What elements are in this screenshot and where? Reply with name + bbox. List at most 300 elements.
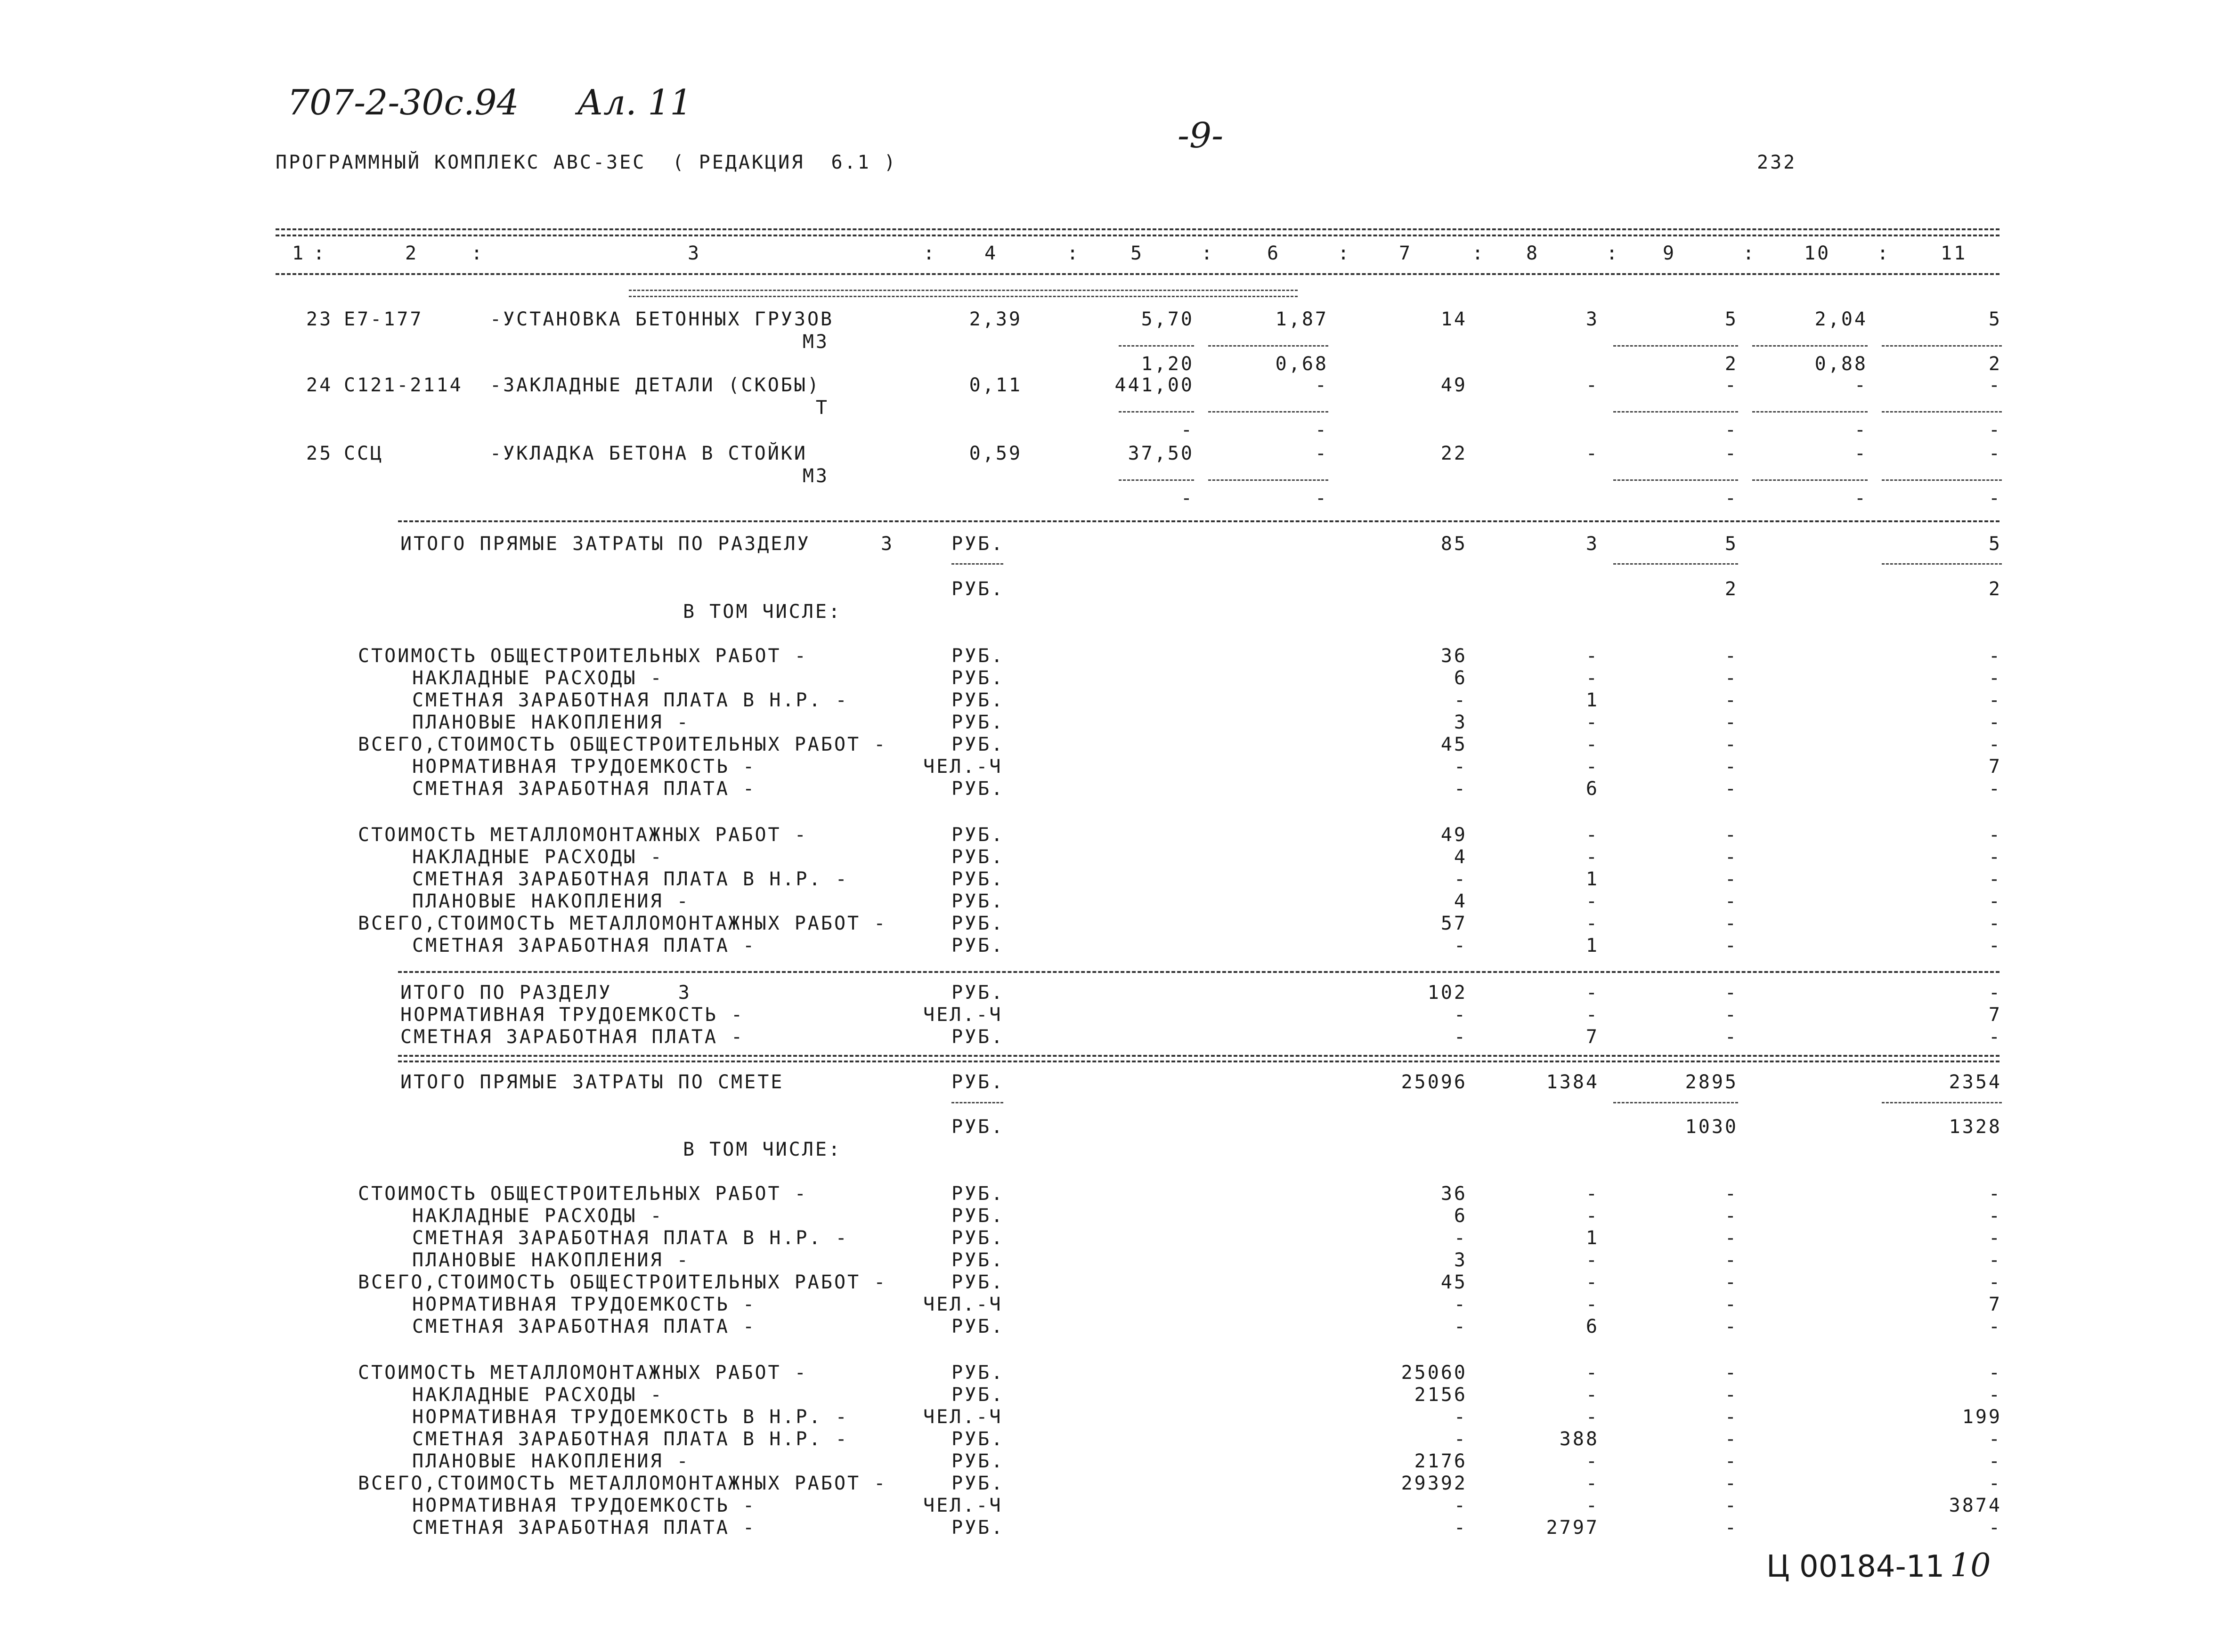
unit: РУБ.: [951, 935, 1005, 956]
unit: РУБ.: [951, 1227, 1005, 1249]
document-stamp: Ц 00184-11: [1766, 1549, 1945, 1584]
cost-line-label: СМЕТНАЯ ЗАРАБОТНАЯ ПЛАТА В Н.Р. -: [412, 1227, 849, 1249]
cost-line-label: НАКЛАДНЫЕ РАСХОДЫ -: [412, 1205, 664, 1227]
sheet-number: 10: [1950, 1547, 1991, 1584]
item-c10: -: [1854, 443, 1868, 464]
value-c8: -: [1585, 1406, 1599, 1428]
column-separator: :: [1472, 243, 1486, 264]
item-c5: 37,50: [1128, 443, 1194, 464]
value-c7: -: [1454, 1294, 1467, 1315]
value-c11: -: [1988, 689, 2002, 711]
value-c9: -: [1724, 1450, 1738, 1472]
value-c7: 4: [1454, 846, 1467, 868]
value-c8: -: [1585, 1271, 1599, 1293]
value-c8: -: [1585, 1495, 1599, 1516]
section-sum-label: НОРМАТИВНАЯ ТРУДОЕМКОСТЬ -: [400, 1004, 745, 1026]
cost-line-label: СМЕТНАЯ ЗАРАБОТНАЯ ПЛАТА -: [412, 1517, 756, 1539]
cost-line-label: ПЛАНОВЫЕ НАКОПЛЕНИЯ -: [412, 712, 690, 733]
unit: РУБ.: [951, 824, 1005, 846]
value-c8: 388: [1559, 1428, 1599, 1450]
item-c10b: -: [1854, 419, 1868, 441]
value-c8: -: [1585, 982, 1599, 1004]
cost-line-label: СТОИМОСТЬ МЕТАЛЛОМОНТАЖНЫХ РАБОТ -: [358, 1362, 808, 1384]
item-c9b: 2: [1724, 353, 1738, 375]
value-c8: 1: [1585, 935, 1599, 956]
item-code: С121-2114: [344, 374, 463, 396]
value-c8: -: [1585, 1294, 1599, 1315]
item-c11: 5: [1988, 308, 2002, 330]
cost-line-label: СТОИМОСТЬ ОБЩЕСТРОИТЕЛЬНЫХ РАБОТ -: [358, 645, 808, 667]
item-c4: 2,39: [969, 308, 1022, 330]
doc-code: 707-2-30с.94: [287, 82, 519, 123]
value-c9: -: [1724, 1473, 1738, 1494]
value-c8: -: [1585, 824, 1599, 846]
value-c8: 2797: [1546, 1517, 1599, 1539]
cost-line-label: ВСЕГО,СТОИМОСТЬ ОБЩЕСТРОИТЕЛЬНЫХ РАБОТ -: [358, 1271, 887, 1293]
item-c7: 14: [1440, 308, 1467, 330]
value-c7: -: [1454, 1026, 1467, 1048]
unit: РУБ.: [951, 868, 1005, 890]
item-code: Е7-177: [344, 308, 423, 330]
rule: [1613, 1102, 1738, 1103]
value-c7: -: [1454, 1406, 1467, 1428]
column-separator: :: [923, 243, 937, 264]
value-c11: -: [1988, 712, 2002, 733]
section-number: 3: [881, 533, 894, 555]
value-c7: 25060: [1401, 1362, 1467, 1384]
rule: [1208, 479, 1328, 481]
value-c8: -: [1585, 1362, 1599, 1384]
item-c6: -: [1315, 374, 1328, 396]
item-unit: М3: [802, 465, 829, 487]
unit: ЧЕЛ.-Ч: [923, 756, 1003, 777]
cost-line-label: ПЛАНОВЫЕ НАКОПЛЕНИЯ -: [412, 891, 690, 912]
cost-line-label: СТОИМОСТЬ ОБЩЕСТРОИТЕЛЬНЫХ РАБОТ -: [358, 1183, 808, 1205]
unit: РУБ.: [951, 1517, 1005, 1539]
column-header-11: 11: [1941, 243, 1967, 264]
value-c11: -: [1988, 891, 2002, 912]
value-c11: -: [1988, 1384, 2002, 1406]
item-c5b: -: [1180, 487, 1194, 509]
value-c11: -: [1988, 1026, 2002, 1048]
value-c11: 7: [1988, 1004, 2002, 1026]
value-c11: -: [1988, 1473, 2002, 1494]
value-c7: 6: [1454, 667, 1467, 689]
cost-line-label: ПЛАНОВЫЕ НАКОПЛЕНИЯ -: [412, 1249, 690, 1271]
value-c11: -: [1988, 1271, 2002, 1293]
cost-line-label: СМЕТНАЯ ЗАРАБОТНАЯ ПЛАТА В Н.Р. -: [412, 1428, 849, 1450]
cost-line-label: НОРМАТИВНАЯ ТРУДОЕМКОСТЬ -: [412, 756, 756, 777]
unit: ЧЕЛ.-Ч: [923, 1495, 1003, 1516]
value-c9: -: [1724, 891, 1738, 912]
sheet-mark: Ал. 11: [577, 82, 692, 123]
value-c11: -: [1988, 1362, 2002, 1384]
item-name: -ЗАКЛАДНЫЕ ДЕТАЛИ (СКОБЫ): [490, 374, 821, 396]
value-c8: -: [1585, 913, 1599, 934]
cost-line-label: СМЕТНАЯ ЗАРАБОТНАЯ ПЛАТА -: [412, 778, 756, 800]
value-c7: 45: [1440, 734, 1467, 755]
value-c9: -: [1724, 645, 1738, 667]
unit: РУБ.: [951, 1384, 1005, 1406]
unit: РУБ.: [951, 1205, 1005, 1227]
value-c9: -: [1724, 1406, 1738, 1428]
column-separator: :: [1338, 243, 1351, 264]
value-c9: -: [1724, 689, 1738, 711]
rule: [1208, 411, 1328, 413]
cost-line-label: ПЛАНОВЫЕ НАКОПЛЕНИЯ -: [412, 1450, 690, 1472]
value-c11: -: [1988, 846, 2002, 868]
column-separator: :: [471, 243, 485, 264]
column-header-7: 7: [1399, 243, 1413, 264]
rule: [951, 1102, 1003, 1103]
item-c11b: -: [1988, 487, 2002, 509]
item-number: 25: [306, 443, 333, 464]
value-c7: 36: [1440, 645, 1467, 667]
value-c9: -: [1724, 1249, 1738, 1271]
value-c7: -: [1454, 1004, 1467, 1026]
rule: [629, 290, 1298, 297]
item-c5b: -: [1180, 419, 1194, 441]
item-unit: Т: [815, 397, 829, 419]
value-c8: -: [1585, 1183, 1599, 1205]
item-unit: М3: [802, 331, 829, 353]
rule: [276, 235, 1999, 236]
rule: [1752, 411, 1868, 413]
rule: [398, 1061, 1999, 1062]
value-c7: -: [1454, 778, 1467, 800]
value-c7: 57: [1440, 913, 1467, 934]
column-header-10: 10: [1804, 243, 1831, 264]
value-c7: 29392: [1401, 1473, 1467, 1494]
item-c9b: -: [1724, 419, 1738, 441]
rule: [1119, 345, 1194, 347]
value-c8: -: [1585, 1473, 1599, 1494]
cost-line-label: ВСЕГО,СТОИМОСТЬ ОБЩЕСТРОИТЕЛЬНЫХ РАБОТ -: [358, 734, 887, 755]
column-separator: :: [1606, 243, 1620, 264]
value-c11: -: [1988, 824, 2002, 846]
item-c6b: 0,68: [1275, 353, 1328, 375]
unit: РУБ.: [951, 1071, 1005, 1093]
item-c4: 0,11: [969, 374, 1022, 396]
value-c9: 5: [1724, 533, 1738, 555]
value-c8: -: [1585, 734, 1599, 755]
value-c7: -: [1454, 935, 1467, 956]
section-sum-label: СМЕТНАЯ ЗАРАБОТНАЯ ПЛАТА -: [400, 1026, 745, 1048]
value-c7: -: [1454, 1227, 1467, 1249]
column-header-6: 6: [1267, 243, 1281, 264]
value-c11: 2: [1988, 578, 2002, 600]
value-c8: -: [1585, 1450, 1599, 1472]
section-total-label: ИТОГО ПРЯМЫЕ ЗАТРАТЫ ПО РАЗДЕЛУ: [400, 533, 811, 555]
value-c7: 102: [1427, 982, 1467, 1004]
cost-line-label: СМЕТНАЯ ЗАРАБОТНАЯ ПЛАТА В Н.Р. -: [412, 689, 849, 711]
unit: РУБ.: [951, 1362, 1005, 1384]
cost-line-label: СМЕТНАЯ ЗАРАБОТНАЯ ПЛАТА В Н.Р. -: [412, 868, 849, 890]
unit: РУБ.: [951, 578, 1005, 600]
value-c11: -: [1988, 667, 2002, 689]
rule: [398, 1055, 1999, 1057]
value-c11: -: [1988, 1450, 2002, 1472]
column-header-1: 1: [292, 243, 306, 264]
unit: РУБ.: [951, 689, 1005, 711]
item-c9: -: [1724, 374, 1738, 396]
rule: [951, 563, 1003, 565]
unit: РУБ.: [951, 1116, 1005, 1138]
value-c8: -: [1585, 667, 1599, 689]
value-c11: 3874: [1949, 1495, 2002, 1516]
value-c9: -: [1724, 1316, 1738, 1337]
value-c9: -: [1724, 1428, 1738, 1450]
item-c11b: 2: [1988, 353, 2002, 375]
column-separator: :: [1067, 243, 1081, 264]
value-c9: -: [1724, 734, 1738, 755]
item-c9b: -: [1724, 487, 1738, 509]
value-c8: 1: [1585, 868, 1599, 890]
value-c11: 7: [1988, 756, 2002, 777]
value-c9: -: [1724, 868, 1738, 890]
unit: РУБ.: [951, 1428, 1005, 1450]
value-c9: -: [1724, 1227, 1738, 1249]
value-c8: -: [1585, 756, 1599, 777]
rule: [1882, 411, 2002, 413]
column-separator: :: [1743, 243, 1756, 264]
rule: [1882, 479, 2002, 481]
page-number: 232: [1757, 152, 1797, 173]
unit: ЧЕЛ.-Ч: [923, 1294, 1003, 1315]
value-c8: -: [1585, 712, 1599, 733]
cost-line-label: НОРМАТИВНАЯ ТРУДОЕМКОСТЬ В Н.Р. -: [412, 1406, 849, 1428]
cost-line-label: СМЕТНАЯ ЗАРАБОТНАЯ ПЛАТА -: [412, 935, 756, 956]
program-title: ПРОГРАММНЫЙ КОМПЛЕКС АВС-ЗЕС ( РЕДАКЦИЯ 6.1 ): [276, 152, 897, 173]
cost-line-label: ВСЕГО,СТОИМОСТЬ МЕТАЛЛОМОНТАЖНЫХ РАБОТ -: [358, 1473, 887, 1494]
item-code: ССЦ: [344, 443, 384, 464]
item-c7: 22: [1440, 443, 1467, 464]
value-c8: -: [1585, 1004, 1599, 1026]
value-c7: -: [1454, 1517, 1467, 1539]
unit: РУБ.: [951, 778, 1005, 800]
value-c9: 1030: [1685, 1116, 1738, 1138]
unit: РУБ.: [951, 734, 1005, 755]
item-name: -УСТАНОВКА БЕТОННЫХ ГРУЗОВ: [490, 308, 834, 330]
rule: [1119, 411, 1194, 413]
item-number: 23: [306, 308, 333, 330]
unit: ЧЕЛ.-Ч: [923, 1004, 1003, 1026]
value-c9: -: [1724, 1495, 1738, 1516]
item-c9: -: [1724, 443, 1738, 464]
column-separator: :: [313, 243, 327, 264]
column-header-3: 3: [688, 243, 701, 264]
value-c8: -: [1585, 1384, 1599, 1406]
estimate-total-label: ИТОГО ПРЯМЫЕ ЗАТРАТЫ ПО СМЕТЕ: [400, 1071, 784, 1093]
rule: [276, 228, 1999, 230]
item-c4: 0,59: [969, 443, 1022, 464]
value-c8: 6: [1585, 1316, 1599, 1337]
item-c10b: -: [1854, 487, 1868, 509]
rule: [1613, 345, 1738, 347]
value-c9: -: [1724, 1271, 1738, 1293]
value-c7: 45: [1440, 1271, 1467, 1293]
rule: [1613, 563, 1738, 565]
rule: [1119, 479, 1194, 481]
value-c11: -: [1988, 1428, 2002, 1450]
item-c10: 2,04: [1814, 308, 1868, 330]
value-c8: 1: [1585, 1227, 1599, 1249]
column-separator: :: [1201, 243, 1215, 264]
value-c7: 2176: [1414, 1450, 1467, 1472]
value-c11: 5: [1988, 533, 2002, 555]
cost-line-label: НАКЛАДНЫЕ РАСХОДЫ -: [412, 1384, 664, 1406]
unit: РУБ.: [951, 1026, 1005, 1048]
item-c5: 5,70: [1141, 308, 1194, 330]
column-separator: :: [1877, 243, 1891, 264]
value-c8: -: [1585, 1249, 1599, 1271]
value-c8: 6: [1585, 778, 1599, 800]
unit: РУБ.: [951, 913, 1005, 934]
unit: РУБ.: [951, 1316, 1005, 1337]
value-c9: -: [1724, 1004, 1738, 1026]
unit: РУБ.: [951, 533, 1005, 555]
cost-line-label: ВСЕГО,СТОИМОСТЬ МЕТАЛЛОМОНТАЖНЫХ РАБОТ -: [358, 913, 887, 934]
rule: [1613, 411, 1738, 413]
value-c7: 49: [1440, 824, 1467, 846]
value-c9: -: [1724, 756, 1738, 777]
value-c7: 25096: [1401, 1071, 1467, 1093]
value-c7: 3: [1454, 1249, 1467, 1271]
rule: [1208, 345, 1328, 347]
value-c9: -: [1724, 1384, 1738, 1406]
value-c8: 3: [1585, 533, 1599, 555]
column-header-4: 4: [984, 243, 998, 264]
unit: РУБ.: [951, 667, 1005, 689]
value-c9: -: [1724, 667, 1738, 689]
unit: ЧЕЛ.-Ч: [923, 1406, 1003, 1428]
value-c8: -: [1585, 645, 1599, 667]
value-c9: -: [1724, 1183, 1738, 1205]
column-header-9: 9: [1663, 243, 1676, 264]
value-c11: 199: [1962, 1406, 2002, 1428]
unit: РУБ.: [951, 645, 1005, 667]
page-mark: -9-: [1178, 115, 1224, 156]
value-c11: -: [1988, 1227, 2002, 1249]
item-c8: -: [1585, 443, 1599, 464]
unit: РУБ.: [951, 1473, 1005, 1494]
value-c8: -: [1585, 846, 1599, 868]
value-c9: -: [1724, 824, 1738, 846]
value-c8: -: [1585, 1205, 1599, 1227]
included-heading: В ТОМ ЧИСЛЕ:: [683, 1139, 842, 1160]
unit: РУБ.: [951, 982, 1005, 1004]
value-c8: -: [1585, 891, 1599, 912]
value-c9: -: [1724, 1294, 1738, 1315]
item-c11: -: [1988, 443, 2002, 464]
rule: [398, 520, 1999, 522]
rule: [1882, 563, 2002, 565]
value-c7: 4: [1454, 891, 1467, 912]
item-c6b: -: [1315, 487, 1328, 509]
rule: [1613, 479, 1738, 481]
value-c11: 2354: [1949, 1071, 2002, 1093]
value-c9: -: [1724, 778, 1738, 800]
rule: [1882, 1102, 2002, 1103]
value-c7: -: [1454, 1428, 1467, 1450]
item-c11b: -: [1988, 419, 2002, 441]
item-c9: 5: [1724, 308, 1738, 330]
value-c9: -: [1724, 1517, 1738, 1539]
value-c11: -: [1988, 1183, 2002, 1205]
value-c11: -: [1988, 1316, 2002, 1337]
value-c7: -: [1454, 868, 1467, 890]
cost-line-label: НОРМАТИВНАЯ ТРУДОЕМКОСТЬ -: [412, 1294, 756, 1315]
item-c6: 1,87: [1275, 308, 1328, 330]
value-c9: 2895: [1685, 1071, 1738, 1093]
value-c8: 1384: [1546, 1071, 1599, 1093]
rule: [1752, 479, 1868, 481]
item-c8: -: [1585, 374, 1599, 396]
value-c9: -: [1724, 846, 1738, 868]
unit: РУБ.: [951, 1450, 1005, 1472]
value-c7: 3: [1454, 712, 1467, 733]
unit: РУБ.: [951, 846, 1005, 868]
item-c10b: 0,88: [1814, 353, 1868, 375]
item-c8: 3: [1585, 308, 1599, 330]
value-c7: 36: [1440, 1183, 1467, 1205]
value-c7: 85: [1440, 533, 1467, 555]
value-c7: -: [1454, 1316, 1467, 1337]
rule: [1752, 345, 1868, 347]
value-c11: -: [1988, 1249, 2002, 1271]
cost-line-label: СТОИМОСТЬ МЕТАЛЛОМОНТАЖНЫХ РАБОТ -: [358, 824, 808, 846]
value-c7: 2156: [1414, 1384, 1467, 1406]
value-c11: -: [1988, 645, 2002, 667]
item-number: 24: [306, 374, 333, 396]
value-c11: -: [1988, 868, 2002, 890]
unit: РУБ.: [951, 1271, 1005, 1293]
value-c7: -: [1454, 1495, 1467, 1516]
rule: [1882, 345, 2002, 347]
value-c7: -: [1454, 689, 1467, 711]
value-c11: -: [1988, 1517, 2002, 1539]
value-c11: -: [1988, 778, 2002, 800]
value-c11: -: [1988, 1205, 2002, 1227]
item-c10: -: [1854, 374, 1868, 396]
unit: РУБ.: [951, 891, 1005, 912]
value-c9: -: [1724, 982, 1738, 1004]
column-header-2: 2: [405, 243, 419, 264]
item-c5b: 1,20: [1141, 353, 1194, 375]
cost-line-label: НАКЛАДНЫЕ РАСХОДЫ -: [412, 667, 664, 689]
value-c11: -: [1988, 913, 2002, 934]
included-heading: В ТОМ ЧИСЛЕ:: [683, 601, 842, 623]
value-c7: 6: [1454, 1205, 1467, 1227]
section-sum-label: ИТОГО ПО РАЗДЕЛУ 3: [400, 982, 691, 1004]
rule: [398, 971, 1999, 973]
unit: РУБ.: [951, 712, 1005, 733]
column-header-5: 5: [1130, 243, 1144, 264]
unit: РУБ.: [951, 1249, 1005, 1271]
column-header-8: 8: [1526, 243, 1540, 264]
value-c11: 7: [1988, 1294, 2002, 1315]
value-c9: -: [1724, 712, 1738, 733]
value-c8: 1: [1585, 689, 1599, 711]
item-c5: 441,00: [1114, 374, 1194, 396]
item-c6: -: [1315, 443, 1328, 464]
value-c8: 7: [1585, 1026, 1599, 1048]
item-c11: -: [1988, 374, 2002, 396]
unit: РУБ.: [951, 1183, 1005, 1205]
value-c11: -: [1988, 734, 2002, 755]
rule: [276, 273, 1999, 275]
value-c9: 2: [1724, 578, 1738, 600]
